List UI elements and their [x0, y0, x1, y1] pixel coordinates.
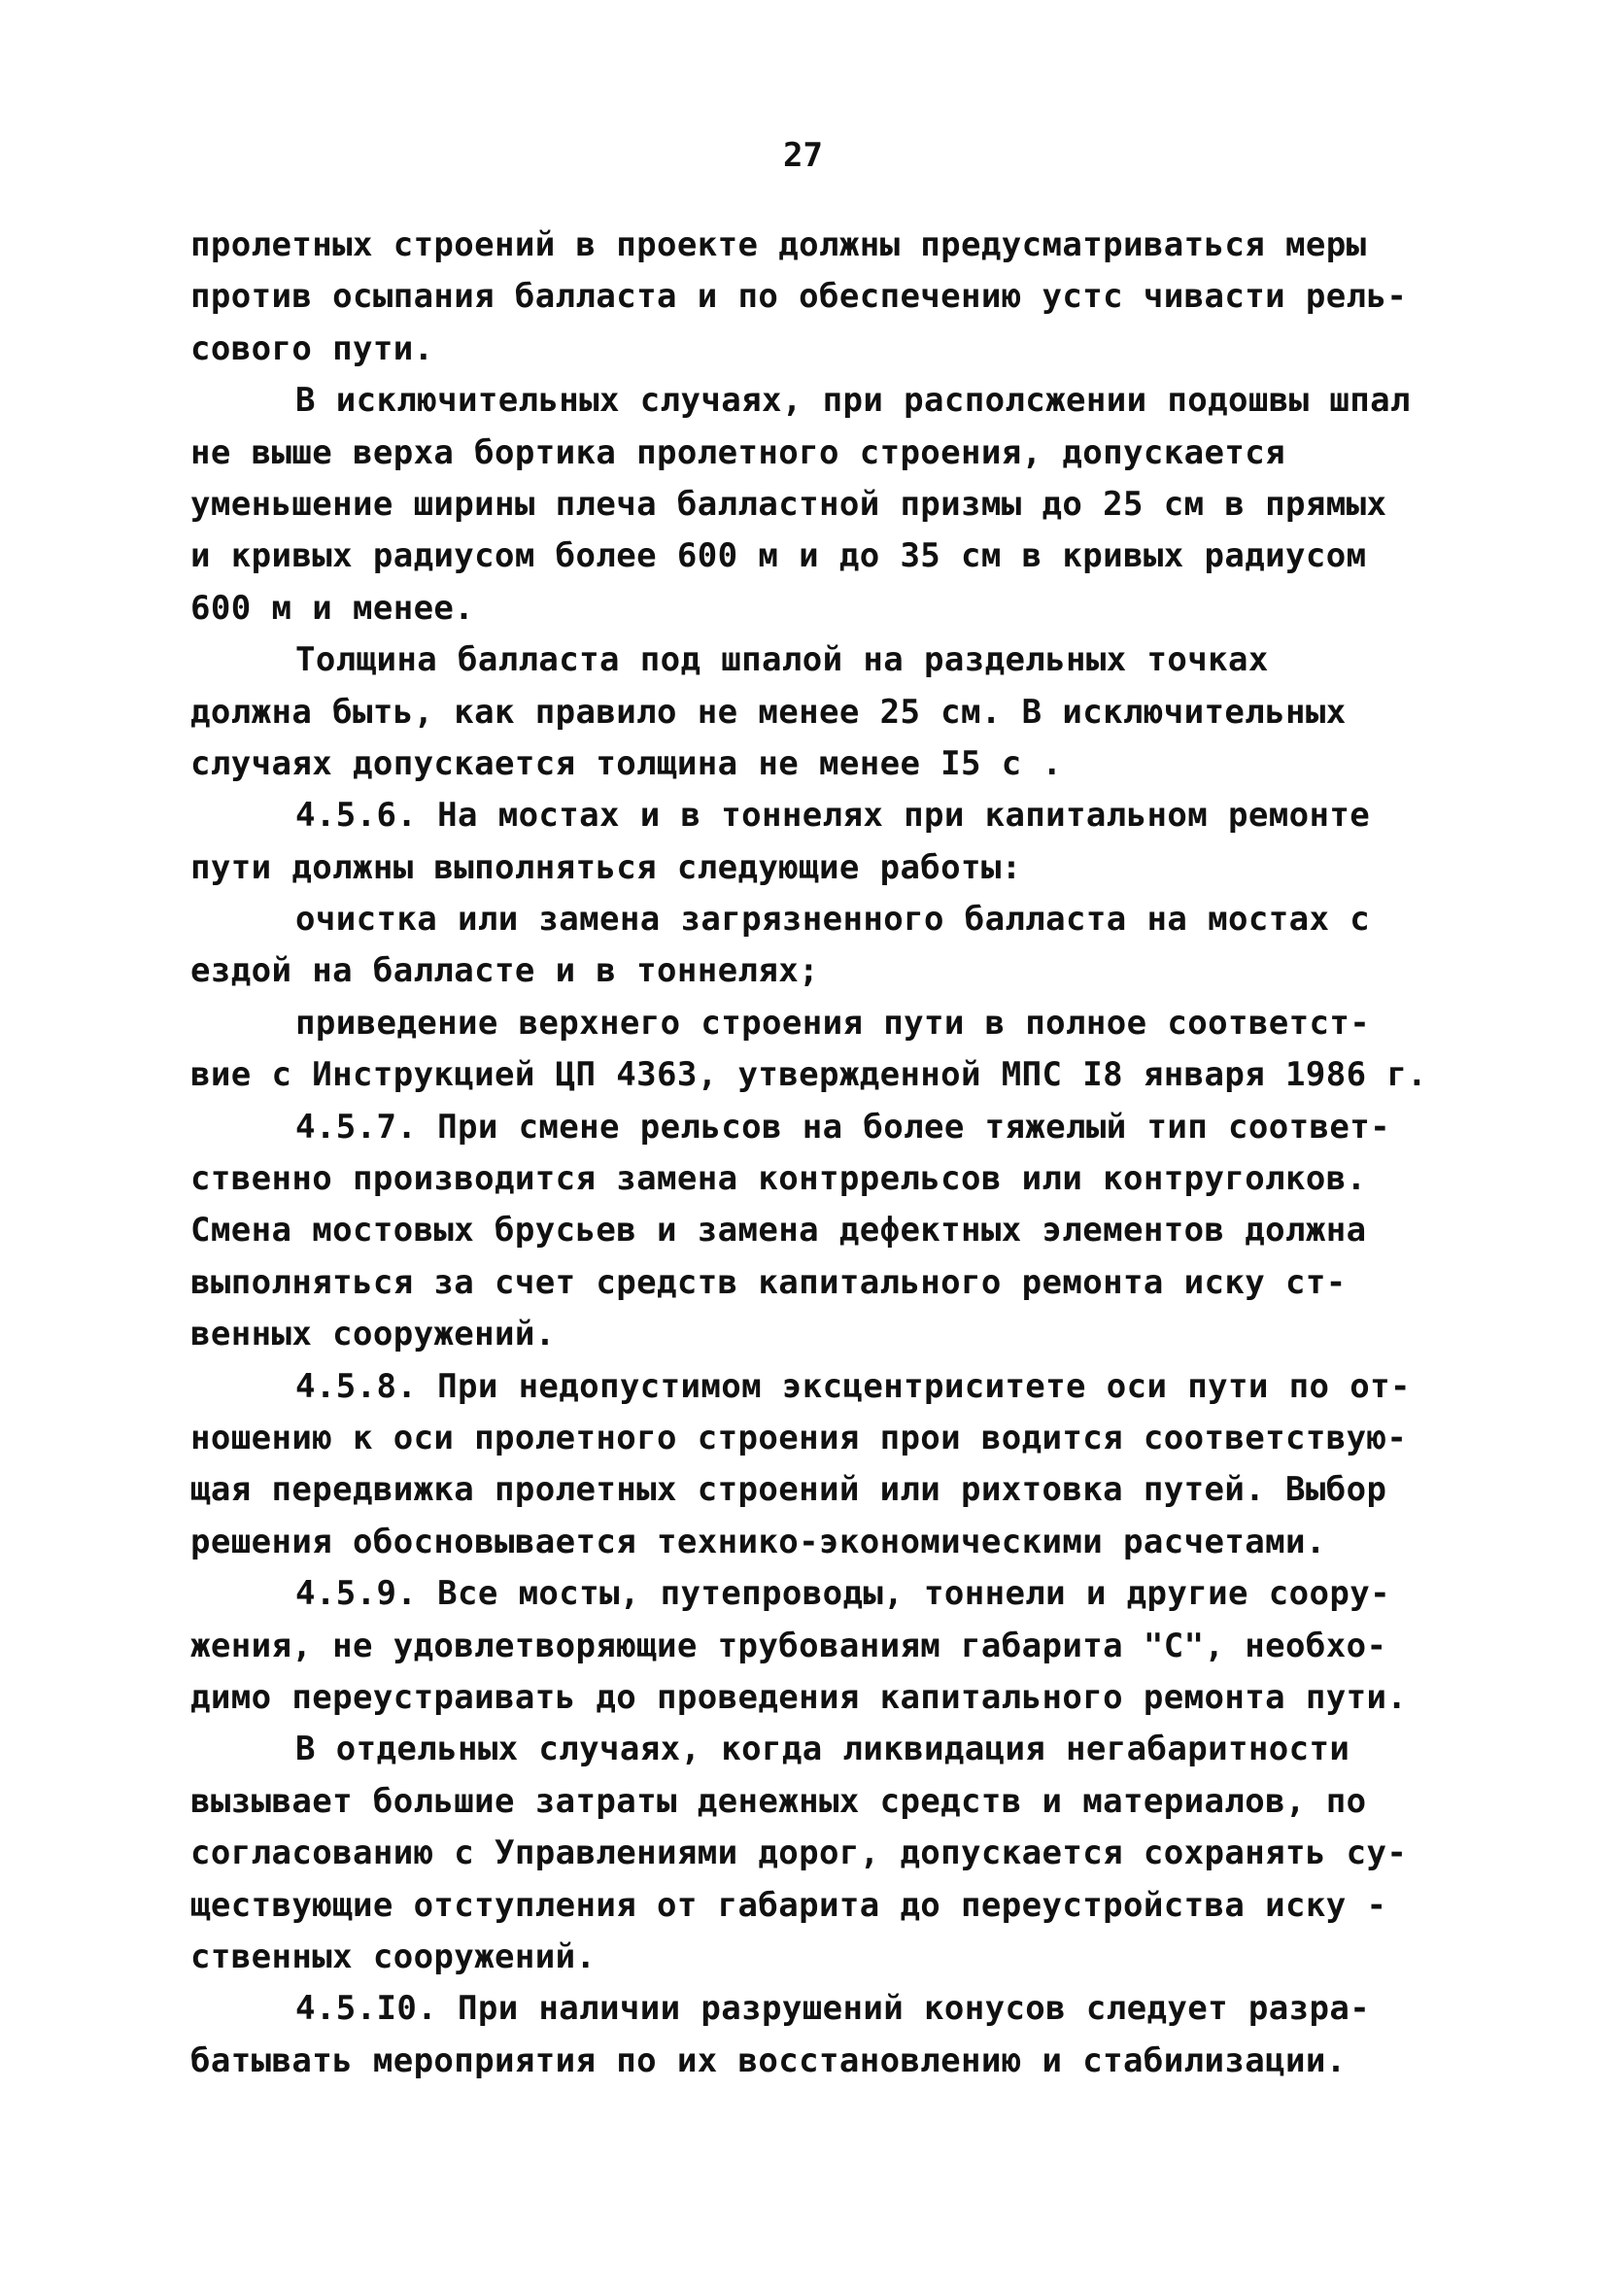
text-line: согласованию с Управлениями дорог, допускается сохранять су-: [190, 1833, 1408, 1873]
text-line: Толщина балласта под шпалой на раздельных точках: [295, 640, 1269, 680]
text-line: не выше верха бортика пролетного строения, допускается: [190, 432, 1285, 472]
text-line: пролетных строений в проекте должны предусматриваться меры: [190, 225, 1367, 264]
text-line: решения обосновывается технико-экономическими расчетами.: [190, 1522, 1326, 1561]
text-line: димо переустраивать до проведения капитального ремонта пути.: [190, 1677, 1408, 1717]
text-line: 600 м и менее.: [190, 588, 475, 628]
text-line: венных сооружений.: [190, 1315, 556, 1354]
text-line: ществующие отступления от габарита до переустройства иску -: [190, 1885, 1387, 1925]
page-number: 27: [783, 136, 823, 175]
text-line: пути должны выполняться следующие работы:: [190, 847, 1022, 887]
text-line: вие с Инструкцией ЦП 4363, утвержденной МПС I8 января 1986 г.: [190, 1055, 1428, 1095]
text-line: и кривых радиусом более 600 м и до 35 см в кривых радиусом: [190, 536, 1367, 576]
text-line: щая передвижка пролетных строений или рихтовка путей. Выбор: [190, 1470, 1387, 1510]
text-line: батывать мероприятия по их восстановлению и стабилизации.: [190, 2040, 1347, 2080]
list-item-line: очистка или замена загрязненного балласта на мостах с: [295, 900, 1371, 940]
text-line: жения, не удовлетворяющие трубованиям габарита "С", необхо-: [190, 1626, 1387, 1665]
text-line: ственно производится замена контррельсов или контруголков.: [190, 1159, 1367, 1199]
text-line: ственных сооружений.: [190, 1936, 597, 1976]
section-heading-line: 4.5.8. При недопустимом эксцентриситете оси пути по от-: [295, 1366, 1411, 1406]
text-line: против осыпания балласта и по обеспечению устс чивасти рель-: [190, 277, 1408, 317]
text-line: уменьшение ширины плеча балластной призмы до 25 см в прямых: [190, 484, 1387, 524]
section-heading-line: 4.5.6. На мостах и в тоннелях при капитальном ремонте: [295, 796, 1371, 836]
text-line: В исключительных случаях, при располсжении подошвы шпал: [295, 381, 1411, 421]
text-line: сового пути.: [190, 328, 434, 368]
text-line: случаях допускается толщина не менее I5 с .: [190, 743, 1063, 783]
section-heading-line: 4.5.7. При смене рельсов на более тяжелый тип соответ-: [295, 1107, 1390, 1147]
text-line: Смена мостовых брусьев и замена дефектных элементов должна: [190, 1211, 1367, 1251]
list-item-line: приведение верхнего строения пути в полное соответст-: [295, 1003, 1371, 1043]
text-line: должна быть, как правило не менее 25 см. В исключительных: [190, 692, 1347, 732]
text-line: ношению к оси пролетного строения прои водится соответствую-: [190, 1418, 1408, 1457]
text-line: ездой на балласте и в тоннелях;: [190, 951, 819, 991]
text-line: В отдельных случаях, когда ликвидация негабаритности: [295, 1730, 1350, 1769]
document-body: [190, 220, 1473, 2087]
text-line: выполняться за счет средств капитального ремонта иску ст-: [190, 1262, 1347, 1302]
text-line: вызывает большие затраты денежных средств и материалов, по: [190, 1781, 1367, 1821]
section-heading-line: 4.5.I0. При наличии разрушений конусов следует разра-: [295, 1989, 1371, 2029]
section-heading-line: 4.5.9. Все мосты, путепроводы, тоннели и другие соору-: [295, 1574, 1390, 1614]
